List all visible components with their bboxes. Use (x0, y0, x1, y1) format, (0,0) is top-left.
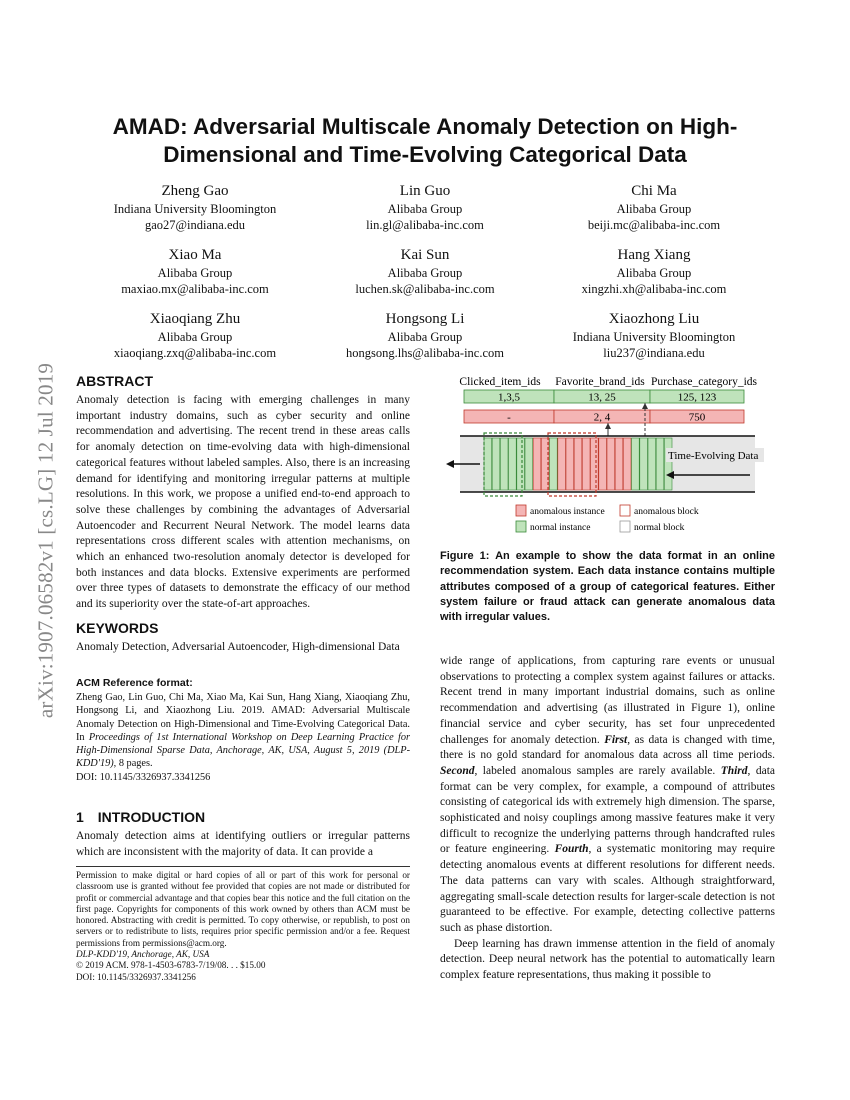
anomalous-instance-bar (574, 438, 582, 490)
cell-value: - (507, 411, 511, 424)
anomalous-instance-bar (558, 438, 566, 490)
author-affiliation: Alibaba Group (616, 202, 692, 216)
normal-instance-bar (648, 438, 656, 490)
cell-value: 750 (688, 411, 706, 424)
anomalous-instance-bar (607, 438, 615, 490)
author-email: xingzhi.xh@alibaba-inc.com (581, 282, 727, 296)
text-run: , as data is changed with time, there is no gold standard for anomalous data across all time periods. (440, 733, 775, 762)
cell-value: 13, 25 (588, 391, 616, 404)
acm-reference-doi: DOI: 10.1145/3326937.3341256 (76, 771, 211, 783)
anomalous-instance-bar (615, 438, 623, 490)
author-affiliation: Alibaba Group (157, 330, 233, 344)
legend-swatch-normal-instance (516, 521, 526, 532)
figure-1-diagram (440, 372, 775, 542)
copyright-line: © 2019 ACM. 978-1-4503-6783-7/19/08. . . $15.00 (76, 960, 266, 971)
author-name: Lin Guo (399, 183, 451, 199)
author-block (80, 181, 310, 233)
text-run: wide range of applications, from capturing rare events or unusual observations to protecting a complex system against failures or attacks. Recent trend in many important industrial domains, such as online recommendation and advertising (as illustrated in Figure 1), online financial service and cyber security, has set four unprecedented challenges for anomaly detection. (440, 655, 775, 746)
author-name: Xiaoqiang Zhu (149, 311, 241, 327)
legend-label: anomalous instance (530, 507, 605, 517)
author-block (539, 181, 769, 233)
figure-column-label: Purchase_category_ids (650, 376, 758, 388)
author-email: beiji.mc@alibaba-inc.com (587, 218, 721, 232)
author-block (310, 181, 540, 233)
normal-instance-bar (509, 438, 517, 490)
text-run: , a systematic monitoring may require detecting anomalous events at different resolutions for different needs. The data patterns can vary with scales. Although straightforward, aggregating small-scale detection results for larger-scale detection is not guaranteed to be effective. For example, detecting collective patterns such as phase distortion. (440, 843, 775, 934)
acm-reference-pages: 8 pages. (116, 758, 153, 770)
normal-instance-bar (550, 438, 558, 490)
acm-reference-heading: ACM Reference format: (76, 677, 193, 689)
author-name: Hang Xiang (617, 247, 691, 263)
abstract-text: Anomaly detection is facing with emerging challenges in many important industry domains, such as cyber security and online recommendation and advertising. The recent trend in these areas calls for anomaly detection on time-evolving data with high-dimensional categorical features without labeled samples. Also, there is an increasing demand for identifying and monitoring irregular patterns at multiple resolutions. In this work, we propose a unified end-to-end approach to solve these challenges by combining the advantages of Adversarial Autoencoder and Recurrent Neural Network. The model learns data representations cross different scales with attention mechanisms, on which an enhanced two-resolution anomaly detector is developed for both instances and data blocks. Extensive experiments are performed over three types of datasets to demonstrate the efficacy of our method and its superiority over the state-of-art approaches. (76, 394, 410, 611)
intro-continued (440, 654, 775, 984)
anomalous-instance-bar (582, 438, 590, 490)
text-run: , labeled anomalous samples are rarely available. (474, 764, 721, 777)
acm-reference-authors: Zheng Gao, Lin Guo, Chi Ma, Xiao Ma, Kai Sun, Hang Xiang, Xiaoqiang Zhu, Hongsong Li, and Xiaozhong Liu. 2019. AMAD: Adversarial Multiscale Anomaly Detection on High-Dimensional and Time-Evolving Categorical Data. In (76, 692, 410, 743)
arrow-head (605, 423, 611, 429)
normal-instance-bar (517, 438, 525, 490)
legend-swatch-normal-block (620, 521, 630, 532)
author-name: Zheng Gao (161, 183, 229, 199)
legend-label: normal block (634, 523, 685, 533)
cell-value: 2, 4 (593, 411, 611, 424)
emphasis: Third (720, 764, 748, 777)
author-affiliation: Alibaba Group (387, 330, 463, 344)
author-email: luchen.sk@alibaba-inc.com (355, 282, 495, 296)
author-email: hongsong.lhs@alibaba-inc.com (345, 346, 504, 360)
paragraph (440, 654, 775, 937)
anomalous-instance-bar (566, 438, 574, 490)
normal-instance-bar (492, 438, 500, 490)
author-affiliation: Indiana University Bloomington (572, 330, 736, 344)
copyright-footnote (76, 870, 410, 983)
author-name: Xiao Ma (168, 247, 222, 263)
normal-instance-bar (640, 438, 648, 490)
author-affiliation: Alibaba Group (157, 266, 233, 280)
figure-column-label: Favorite_brand_ids (555, 376, 645, 388)
instance-bars (484, 438, 672, 490)
figure-column-label: Clicked_item_ids (459, 376, 541, 388)
normal-instance-bar (500, 438, 508, 490)
author-affiliation: Alibaba Group (616, 266, 692, 280)
footnote-divider (76, 866, 410, 867)
author-block (310, 309, 540, 361)
normal-instance-bar (656, 438, 664, 490)
arrow-head (642, 403, 648, 409)
paper-title: AMAD: Adversarial Multiscale Anomaly Detection on High-Dimensional and Time-Evolving Categorical Data (112, 114, 738, 167)
normal-instance-bar (664, 438, 672, 490)
author-email: lin.gl@alibaba-inc.com (366, 218, 484, 232)
anomalous-instance-bar (623, 438, 631, 490)
author-email: gao27@indiana.edu (144, 218, 246, 232)
author-email: maxiao.mx@alibaba-inc.com (121, 282, 269, 296)
author-email: liu237@indiana.edu (603, 346, 705, 360)
time-arrow-head (446, 460, 454, 468)
emphasis: Second (440, 764, 475, 777)
section-heading-introduction (76, 809, 205, 825)
author-name: Xiaozhong Liu (608, 311, 700, 327)
abstract-heading: ABSTRACT (76, 373, 153, 389)
figure-caption (440, 549, 775, 625)
legend-swatch-anomalous-instance (516, 505, 526, 516)
anomalous-instance-bar (599, 438, 607, 490)
acm-reference-text (76, 691, 410, 784)
cell-value: 1,3,5 (498, 391, 520, 404)
keywords-heading: KEYWORDS (76, 620, 159, 636)
text-run: , data format can be very complex, for example, a compound of attributes consisting of categorical ids with extremely high dimension. The sparse, sophisticated and noisy couplings among massive features make it very difficult to recognize the underlying patterns through handcrafted rules or feature engineering. (440, 764, 775, 856)
emphasis: Fourth (554, 843, 589, 856)
emphasis: First (604, 733, 628, 746)
author-name: Hongsong Li (385, 311, 465, 327)
intro-text: Anomaly detection aims at identifying outliers or irregular patterns which are inconsistent with the majority of data. It can provide a (76, 830, 410, 858)
author-block (539, 309, 769, 361)
anomalous-instance-bar (591, 438, 599, 490)
author-block (80, 245, 310, 297)
author-name: Chi Ma (631, 183, 677, 199)
author-affiliation: Indiana University Bloomington (113, 202, 277, 216)
author-affiliation: Alibaba Group (387, 266, 463, 280)
cell-value: 125, 123 (677, 391, 717, 404)
arxiv-stamp: arXiv:1907.06582v1 [cs.LG] 12 Jul 2019 (33, 362, 58, 719)
stream-label: Time-Evolving Data (668, 450, 759, 462)
author-block (539, 245, 769, 297)
author-email: xiaoqiang.zxq@alibaba-inc.com (113, 346, 277, 360)
conference-venue: DLP-KDD'19, Anchorage, AK, USA (76, 949, 210, 960)
normal-instance-bar (525, 438, 533, 490)
keywords-text: Anomaly Detection, Adversarial Autoencoder, High-dimensional Data (76, 641, 400, 653)
figure-caption-text: An example to show the data format in an online recommendation system. Each data instance contains multiple attributes composed of a group of categorical features. Either system failure or fraud attack can generate anomalous data with irregular values. (440, 550, 775, 624)
acm-reference-venue: Proceedings of 1st International Workshop on Deep Learning Practice for High-Dimensional Sparse Data, Anchorage, AK, USA, August 5, 2019 (DLP-KDD'19), (76, 731, 410, 770)
author-affiliation: Alibaba Group (387, 202, 463, 216)
author-name: Kai Sun (400, 247, 450, 263)
author-block (310, 245, 540, 297)
legend-label: normal instance (530, 523, 591, 533)
anomalous-instance-bar (533, 438, 541, 490)
section-title: INTRODUCTION (97, 809, 206, 825)
normal-instance-bar (484, 438, 492, 490)
section-number: 1 (76, 809, 84, 825)
normal-instance-bar (632, 438, 640, 490)
paragraph: Deep learning has drawn immense attention in the field of anomaly detection. Deep neural network has the potential to automatically learn complex feature representations, thus making it possible to (440, 937, 775, 982)
legend-label: anomalous block (634, 507, 699, 517)
legend-swatch-anomalous-block (620, 505, 630, 516)
figure-label: Figure 1: (440, 550, 490, 562)
author-block (80, 309, 310, 361)
permission-text: Permission to make digital or hard copies of all or part of this work for personal or classroom use is granted without fee provided that copies are not made or distributed for profit or commercial advantage and that copies bear this notice and the full citation on the first page. Copyrights for components of this work owned by others than ACM must be honored. Abstracting with credit is permitted. To copy otherwise, or republish, to post on servers or to redistribute to lists, requires prior specific permission and/or a fee. Request permissions from permissions@acm.org. (76, 870, 410, 948)
footnote-doi: DOI: 10.1145/3326937.3341256 (76, 971, 196, 982)
